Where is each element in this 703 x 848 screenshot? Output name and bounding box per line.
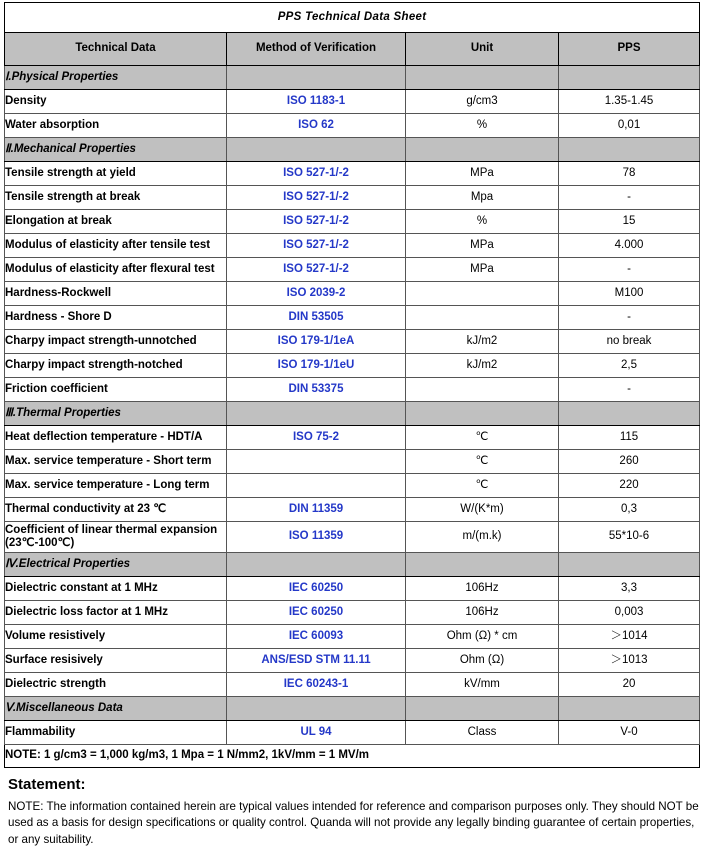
row-property: Charpy impact strength-unnotched — [5, 330, 227, 354]
table-row — [5, 330, 700, 354]
column-header-pps: PPS — [559, 33, 700, 66]
row-value: M100 — [559, 282, 700, 306]
table-row — [5, 426, 700, 450]
row-value: ＞1014 — [559, 625, 700, 649]
column-header-unit: Unit — [406, 33, 559, 66]
row-method: ISO 75-2 — [227, 426, 406, 450]
table-row — [5, 282, 700, 306]
row-unit — [406, 282, 559, 306]
row-unit: W/(K*m) — [406, 498, 559, 522]
section-heading-filler — [559, 66, 700, 90]
title-row — [5, 3, 700, 33]
table-row — [5, 450, 700, 474]
table-row — [5, 601, 700, 625]
table-row — [5, 673, 700, 697]
row-unit: MPa — [406, 258, 559, 282]
table-row — [5, 498, 700, 522]
row-value: 20 — [559, 673, 700, 697]
row-unit: kJ/m2 — [406, 330, 559, 354]
row-unit: ℃ — [406, 474, 559, 498]
row-value: - — [559, 186, 700, 210]
row-property: Dielectric strength — [5, 673, 227, 697]
page-title: PPS Technical Data Sheet — [5, 3, 700, 33]
row-method: ISO 1183-1 — [227, 90, 406, 114]
row-method: UL 94 — [227, 721, 406, 745]
row-method: ISO 2039-2 — [227, 282, 406, 306]
row-method: IEC 60243-1 — [227, 673, 406, 697]
row-property: Hardness-Rockwell — [5, 282, 227, 306]
row-method: DIN 53505 — [227, 306, 406, 330]
table-row — [5, 577, 700, 601]
row-property: Coefficient of linear thermal expansion (23℃-100℃) — [5, 522, 227, 553]
row-value: 115 — [559, 426, 700, 450]
table-row — [5, 162, 700, 186]
row-method: DIN 11359 — [227, 498, 406, 522]
row-unit: 106Hz — [406, 601, 559, 625]
row-property: Max. service temperature - Short term — [5, 450, 227, 474]
section-heading-filler — [406, 66, 559, 90]
table-row — [5, 210, 700, 234]
row-unit — [406, 378, 559, 402]
row-property: Dielectric loss factor at 1 MHz — [5, 601, 227, 625]
table-row — [5, 306, 700, 330]
section-heading-filler — [406, 402, 559, 426]
row-unit: Class — [406, 721, 559, 745]
section-heading-filler — [559, 138, 700, 162]
statement-heading: Statement: — [8, 776, 86, 793]
section-header-row — [5, 697, 700, 721]
row-method: ANS/ESD STM 11.11 — [227, 649, 406, 673]
row-unit: Ohm (Ω) * cm — [406, 625, 559, 649]
row-property: Surface resisively — [5, 649, 227, 673]
row-value: 1.35-1.45 — [559, 90, 700, 114]
row-property: Water absorption — [5, 114, 227, 138]
row-method: DIN 53375 — [227, 378, 406, 402]
table-row — [5, 378, 700, 402]
column-header-technical-data: Technical Data — [5, 33, 227, 66]
row-property: Heat deflection temperature - HDT/A — [5, 426, 227, 450]
section-heading: Ⅴ.Miscellaneous Data — [5, 697, 227, 721]
row-value: 2,5 — [559, 354, 700, 378]
row-property: Volume resistively — [5, 625, 227, 649]
row-unit: Ohm (Ω) — [406, 649, 559, 673]
column-header-method-of-verification: Method of Verification — [227, 33, 406, 66]
row-property: Hardness - Shore D — [5, 306, 227, 330]
column-header-row — [5, 33, 700, 66]
table-rows-host — [5, 66, 700, 745]
row-value: ＞1013 — [559, 649, 700, 673]
section-header-row — [5, 553, 700, 577]
row-method — [227, 474, 406, 498]
row-unit: m/(m.k) — [406, 522, 559, 553]
row-unit: % — [406, 210, 559, 234]
section-heading-filler — [227, 138, 406, 162]
row-unit: MPa — [406, 162, 559, 186]
row-method: ISO 11359 — [227, 522, 406, 553]
section-heading-filler — [227, 402, 406, 426]
table-note: NOTE: 1 g/cm3 = 1,000 kg/m3, 1 Mpa = 1 N/mm2, 1kV/mm = 1 MV/m — [5, 745, 700, 768]
row-method — [227, 450, 406, 474]
row-method: ISO 527-1/-2 — [227, 234, 406, 258]
table-row — [5, 234, 700, 258]
row-value: 0,3 — [559, 498, 700, 522]
table-row — [5, 649, 700, 673]
table-row — [5, 258, 700, 282]
row-method: ISO 527-1/-2 — [227, 162, 406, 186]
section-heading-filler — [559, 553, 700, 577]
table-row — [5, 721, 700, 745]
row-property: Modulus of elasticity after tensile test — [5, 234, 227, 258]
row-property: Charpy impact strength-notched — [5, 354, 227, 378]
section-heading: Ⅱ.Mechanical Properties — [5, 138, 227, 162]
table-row — [5, 186, 700, 210]
row-method: ISO 179-1/1eA — [227, 330, 406, 354]
row-value: 4.000 — [559, 234, 700, 258]
row-value: 220 — [559, 474, 700, 498]
note-row — [5, 745, 700, 768]
row-method: IEC 60250 — [227, 601, 406, 625]
table-note-host — [5, 745, 700, 768]
section-heading-filler — [406, 697, 559, 721]
row-property: Elongation at break — [5, 210, 227, 234]
row-value: - — [559, 306, 700, 330]
section-header-row — [5, 66, 700, 90]
row-unit: kJ/m2 — [406, 354, 559, 378]
row-property: Modulus of elasticity after flexural test — [5, 258, 227, 282]
row-value: 260 — [559, 450, 700, 474]
row-property: Dielectric constant at 1 MHz — [5, 577, 227, 601]
row-value: 78 — [559, 162, 700, 186]
row-unit: Mpa — [406, 186, 559, 210]
table-row — [5, 90, 700, 114]
row-value: 15 — [559, 210, 700, 234]
row-value: - — [559, 258, 700, 282]
row-method: ISO 62 — [227, 114, 406, 138]
table-row — [5, 522, 700, 553]
table-row — [5, 625, 700, 649]
row-property: Max. service temperature - Long term — [5, 474, 227, 498]
row-property: Tensile strength at break — [5, 186, 227, 210]
section-heading-filler — [559, 402, 700, 426]
row-property: Flammability — [5, 721, 227, 745]
section-heading-filler — [227, 66, 406, 90]
table-body — [5, 3, 700, 66]
section-header-row — [5, 402, 700, 426]
row-method: ISO 527-1/-2 — [227, 210, 406, 234]
statement-block — [8, 776, 703, 848]
row-value: no break — [559, 330, 700, 354]
section-heading: Ⅲ.Thermal Properties — [5, 402, 227, 426]
row-method: IEC 60093 — [227, 625, 406, 649]
row-method: ISO 527-1/-2 — [227, 186, 406, 210]
row-value: 0,003 — [559, 601, 700, 625]
section-heading: Ⅰ.Physical Properties — [5, 66, 227, 90]
row-unit — [406, 306, 559, 330]
row-value: 55*10-6 — [559, 522, 700, 553]
row-unit: % — [406, 114, 559, 138]
row-method: ISO 527-1/-2 — [227, 258, 406, 282]
row-unit: g/cm3 — [406, 90, 559, 114]
row-property: Friction coefficient — [5, 378, 227, 402]
section-heading-filler — [406, 138, 559, 162]
row-method: IEC 60250 — [227, 577, 406, 601]
section-header-row — [5, 138, 700, 162]
table-row — [5, 354, 700, 378]
row-value: V-0 — [559, 721, 700, 745]
row-method: ISO 179-1/1eU — [227, 354, 406, 378]
row-unit: kV/mm — [406, 673, 559, 697]
row-unit: ℃ — [406, 450, 559, 474]
section-heading-filler — [227, 697, 406, 721]
section-heading-filler — [406, 553, 559, 577]
section-heading-filler — [227, 553, 406, 577]
section-heading-filler — [559, 697, 700, 721]
row-property: Density — [5, 90, 227, 114]
row-value: - — [559, 378, 700, 402]
row-unit: MPa — [406, 234, 559, 258]
row-property: Tensile strength at yield — [5, 162, 227, 186]
row-value: 3,3 — [559, 577, 700, 601]
row-value: 0,01 — [559, 114, 700, 138]
statement-body: NOTE: The information contained herein are typical values intended for reference and comparison purposes only. They should NOT be used as a basis for design specifications or quality control. Quanda will not provide any legally binding guarantee of certain properties, or any suitability. — [8, 800, 699, 846]
row-unit: 106Hz — [406, 577, 559, 601]
row-property: Thermal conductivity at 23 ℃ — [5, 498, 227, 522]
row-unit: ℃ — [406, 426, 559, 450]
table-row — [5, 114, 700, 138]
table-row — [5, 474, 700, 498]
section-heading: Ⅳ.Electrical Properties — [5, 553, 227, 577]
properties-table — [4, 2, 700, 768]
